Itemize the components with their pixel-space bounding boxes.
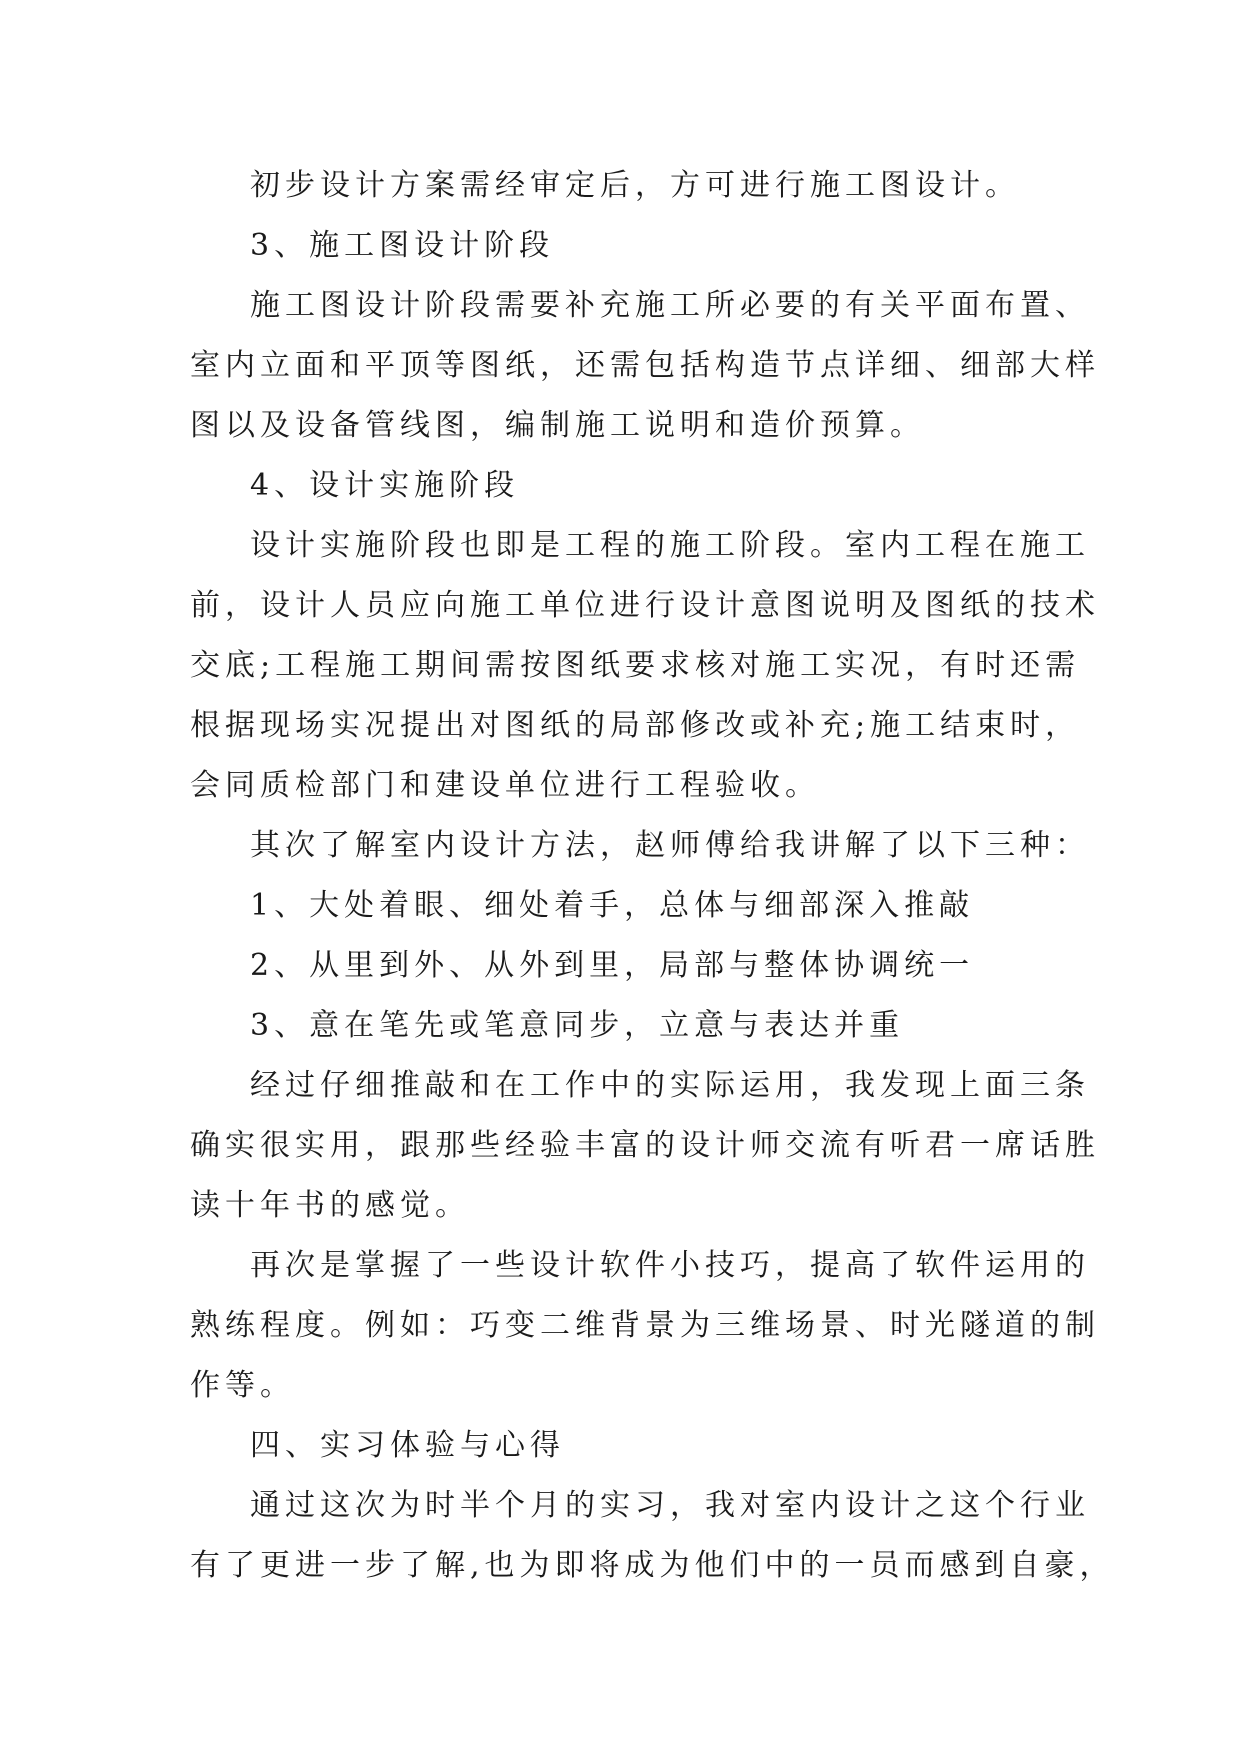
paragraph [190, 216, 1060, 276]
text-line: 有了更进一步了解,也为即将成为他们中的一员而感到自豪， [190, 1548, 1115, 1583]
paragraph [190, 1236, 1100, 1416]
text-line: 读十年书的感觉。 [190, 1188, 470, 1223]
text-line: 其次了解室内设计方法，赵师傅给我讲解了以下三种： [250, 828, 1090, 863]
paragraph [190, 1416, 1060, 1476]
text-line: 确实很实用，跟那些经验丰富的设计师交流有听君一席话胜 [190, 1128, 1100, 1163]
text-line: 3、意在笔先或笔意同步，立意与表达并重 [250, 1008, 905, 1043]
text-line: 作等。 [190, 1368, 295, 1403]
paragraph [190, 936, 1060, 996]
text-line: 会同质检部门和建设单位进行工程验收。 [190, 768, 820, 803]
paragraph [190, 1056, 1100, 1236]
paragraph [190, 816, 1090, 876]
text-line: 前，设计人员应向施工单位进行设计意图说明及图纸的技术 [190, 588, 1100, 623]
paragraph [190, 996, 1060, 1056]
text-line: 室内立面和平顶等图纸，还需包括构造节点详细、细部大样 [190, 348, 1100, 383]
paragraph [190, 516, 1100, 816]
paragraph [190, 876, 1060, 936]
text-line: 经过仔细推敲和在工作中的实际运用，我发现上面三条 [250, 1068, 1090, 1103]
paragraph [190, 456, 1060, 516]
text-line: 四、实习体验与心得 [250, 1428, 565, 1463]
paragraph [190, 156, 1060, 216]
text-line: 施工图设计阶段需要补充施工所必要的有关平面布置、 [250, 288, 1090, 323]
paragraph [190, 276, 1100, 456]
paragraph [190, 1476, 1115, 1596]
text-line: 根据现场实况提出对图纸的局部修改或补充;施工结束时， [190, 708, 1081, 743]
text-line: 通过这次为时半个月的实习，我对室内设计之这个行业 [250, 1488, 1090, 1523]
text-line: 3、施工图设计阶段 [250, 228, 555, 263]
text-line: 初步设计方案需经审定后，方可进行施工图设计。 [250, 168, 1020, 203]
text-line: 1、大处着眼、细处着手，总体与细部深入推敲 [250, 888, 975, 923]
text-line: 4、设计实施阶段 [250, 468, 520, 503]
text-line: 设计实施阶段也即是工程的施工阶段。室内工程在施工 [250, 528, 1090, 563]
document-body [190, 156, 1115, 1596]
text-line: 熟练程度。例如：巧变二维背景为三维场景、时光隧道的制 [190, 1308, 1100, 1343]
text-line: 图以及设备管线图，编制施工说明和造价预算。 [190, 408, 925, 443]
text-line: 2、从里到外、从外到里，局部与整体协调统一 [250, 948, 975, 983]
text-line: 再次是掌握了一些设计软件小技巧，提高了软件运用的 [250, 1248, 1090, 1283]
text-line: 交底;工程施工期间需按图纸要求核对施工实况，有时还需 [190, 648, 1081, 683]
